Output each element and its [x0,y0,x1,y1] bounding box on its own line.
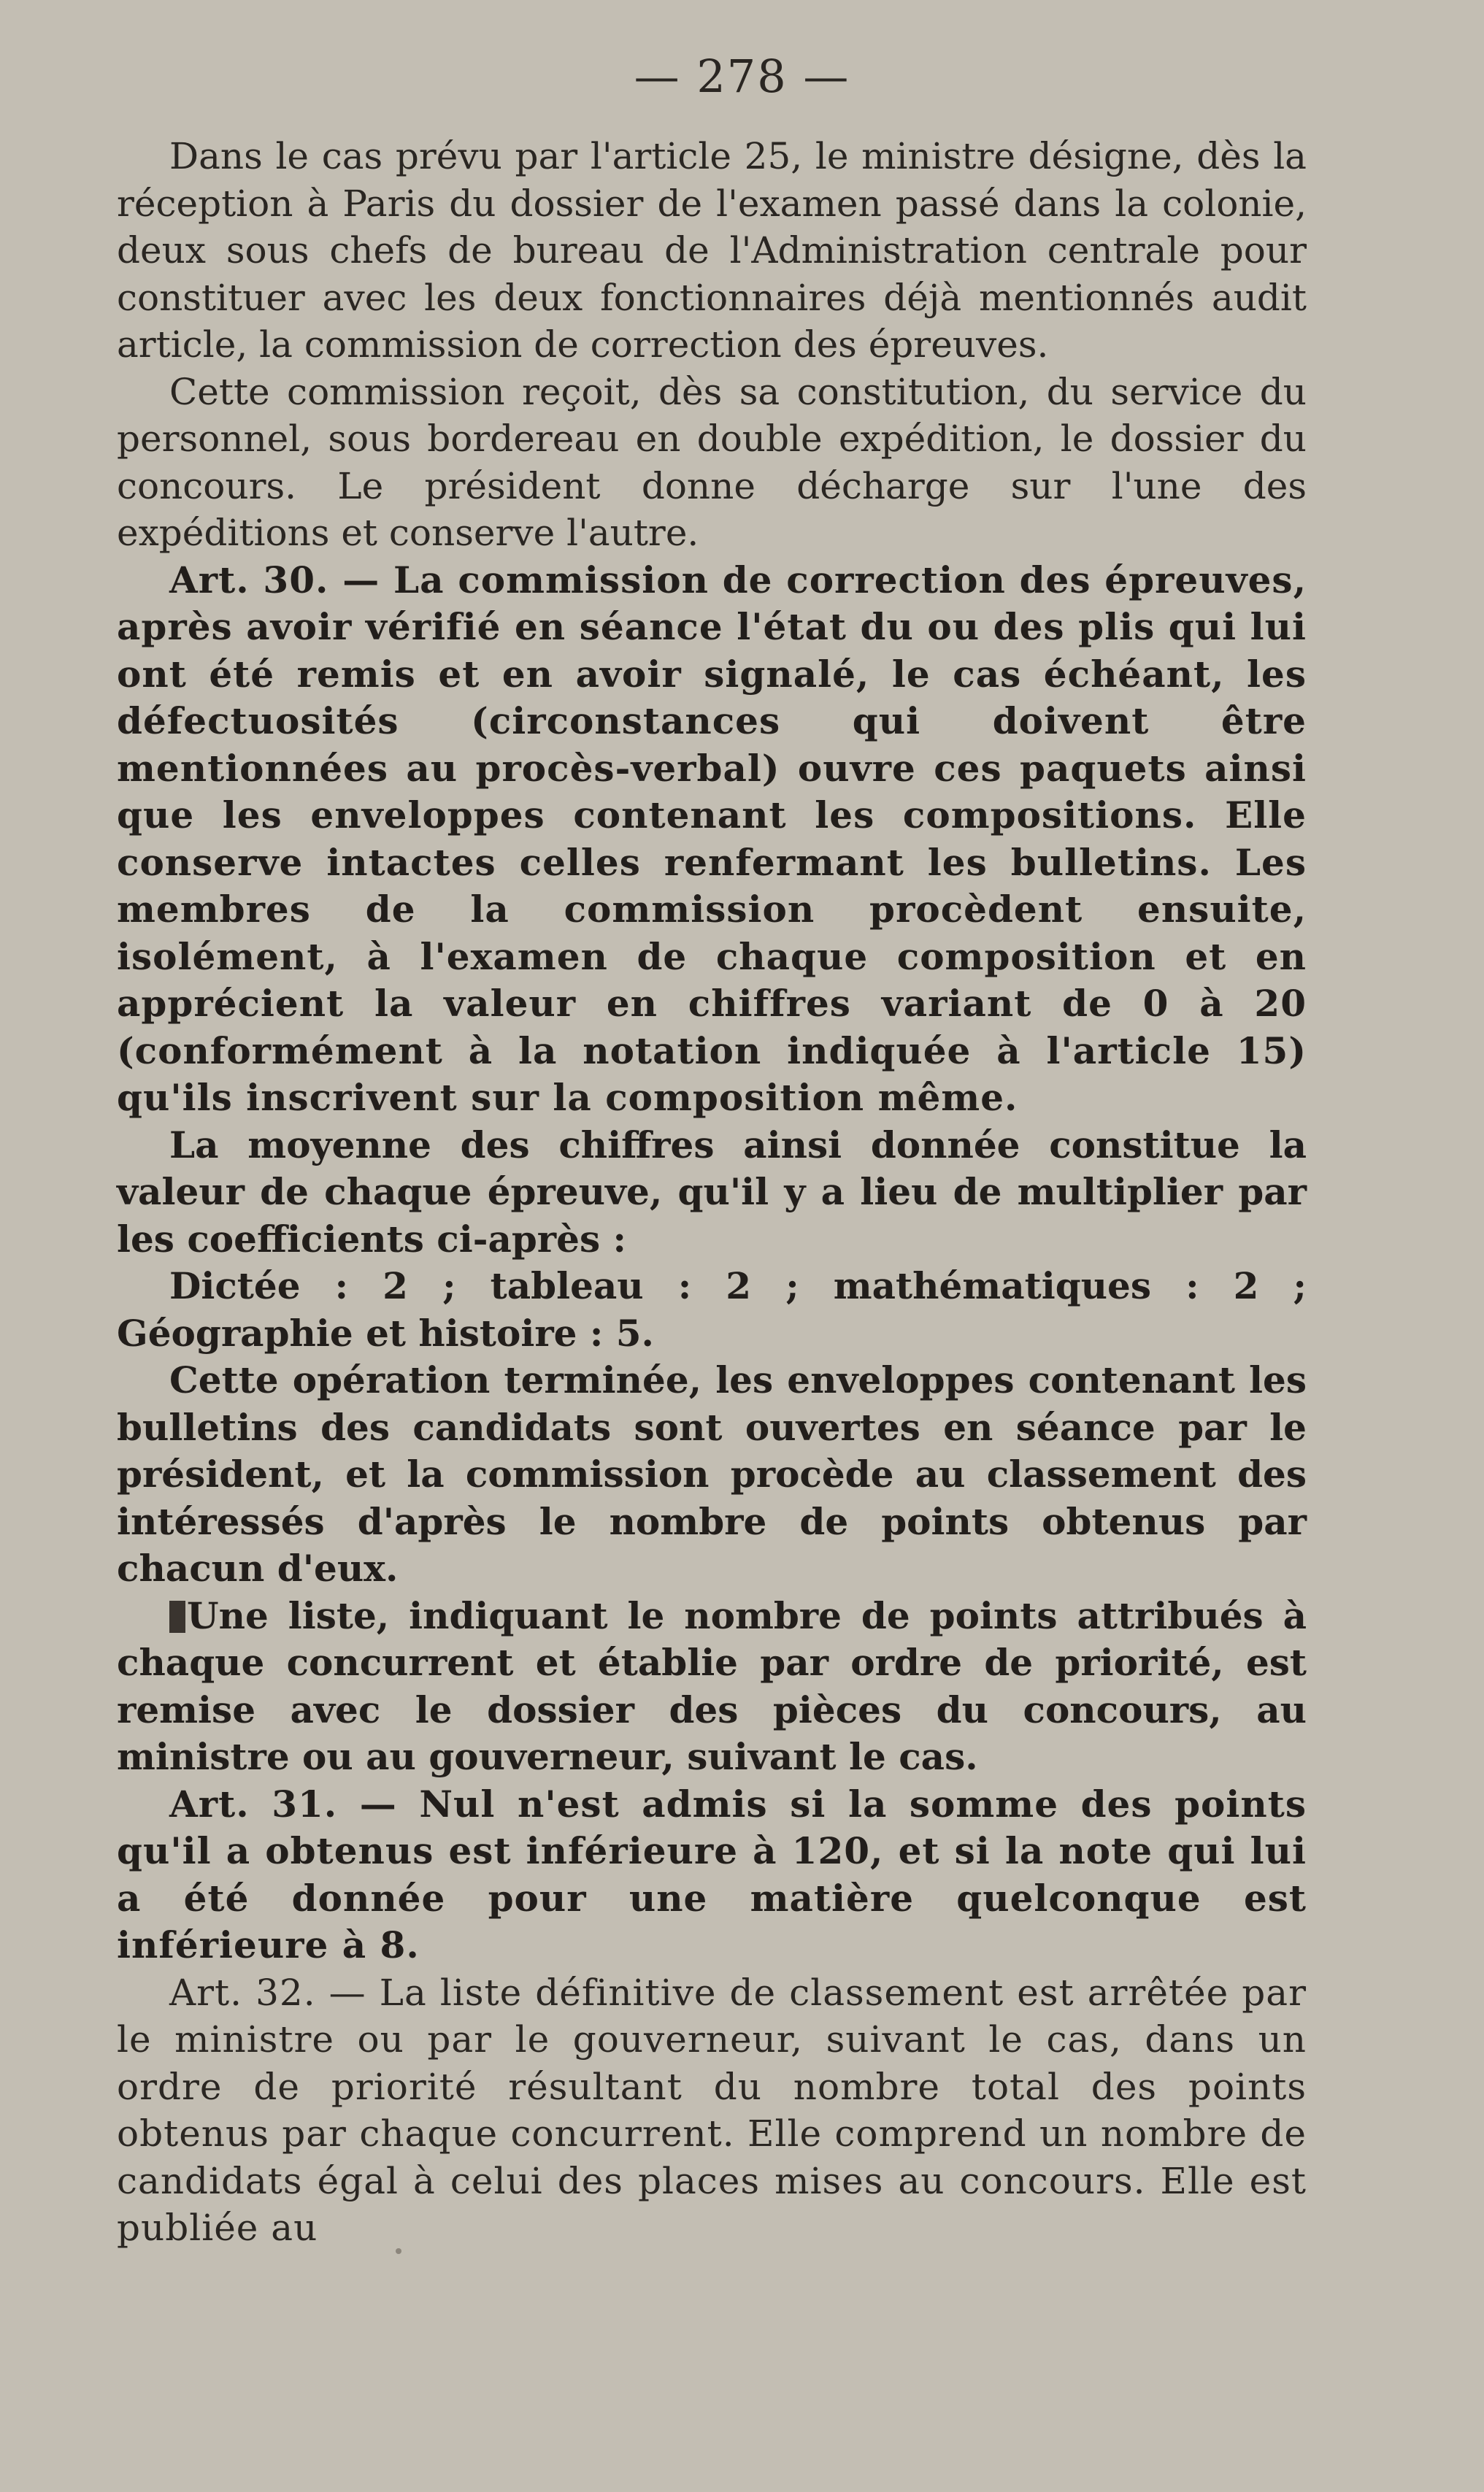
paragraph-article-32: Art. 32. — La liste définitive de classement est arrêtée par le ministre ou par le gouverneur, suivant le cas, dans un ordre de priorité résultant du nombre total des points obtenus par chaque concurrent. Elle comprend un nombre de candidats égal à celui des places mises au concours. Elle est publiée au [117,1971,1307,2249]
paragraph-article-30: Art. 30. — La commission de correction des épreuves, après avoir vérifié en séance l'état du ou des plis qui lui ont été remis et en avoir signalé, le cas échéant, les défectuosités (circonstances qui doivent être mentionnées au procès-verbal) ouvre ces paquets ainsi que les enveloppes contenant les compositions. Elle conserve intactes celles renfermant les bulletins. Les membres de la commission procèdent ensuite, isolément, à l'examen de chaque composition et en apprécient la valeur en chiffres variant de 0 à 20 (conformément à la notation indiquée à l'article 15) qu'ils inscrivent sur la composition même. [117,558,1307,1119]
paragraph-moyenne: La moyenne des chiffres ainsi donnée constitue la valeur de chaque épreuve, qu'il y a lieu de multiplier par les coefficients ci-après : [117,1123,1307,1261]
paragraph-classement: Cette opération terminée, les enveloppes contenant les bulletins des candidats sont ouvertes en séance par le président, et la commission procède au classement des intéressés d'après le nombre de points obtenus par chacun d'eux. [117,1358,1307,1590]
body-text [117,133,1307,2252]
paragraph-article-31: Art. 31. — Nul n'est admis si la somme des points qu'il a obtenus est inférieure à 120, et si la note qui lui a été donnée pour une matière quelconque est inférieure à 8. [117,1782,1307,1966]
page-number: — 278 — [634,50,850,103]
paragraph-commission-designation: Dans le cas prévu par l'article 25, le ministre désigne, dès la réception à Paris du dossier de l'examen passé dans la colonie, deux sous chefs de bureau de l'Administration centrale pour constituer avec les deux fonctionnaires déjà mentionnés audit article, la commission de correction des épreuves. [117,135,1307,366]
paper-speck [396,2248,401,2254]
paragraph-commission-dossier: Cette commission reçoit, dès sa constitution, du service du personnel, sous bordereau en double expédition, le dossier du concours. Le président donne décharge sur l'une des expéditions et conserve l'autre. [117,370,1307,554]
paragraph-liste-text: Une liste, indiquant le nombre de points attribués à chaque concurrent et établie par ordre de priorité, est remise avec le dossier des pièces du concours, au ministre ou au gouverneur, suivant le cas. [117,1593,1307,1778]
paragraph-coefficients: Dictée : 2 ; tableau : 2 ; mathématiques : 2 ; Géographie et histoire : 5. [117,1264,1307,1355]
paragraph-liste [117,1593,1307,1781]
ink-mark [169,1601,185,1633]
